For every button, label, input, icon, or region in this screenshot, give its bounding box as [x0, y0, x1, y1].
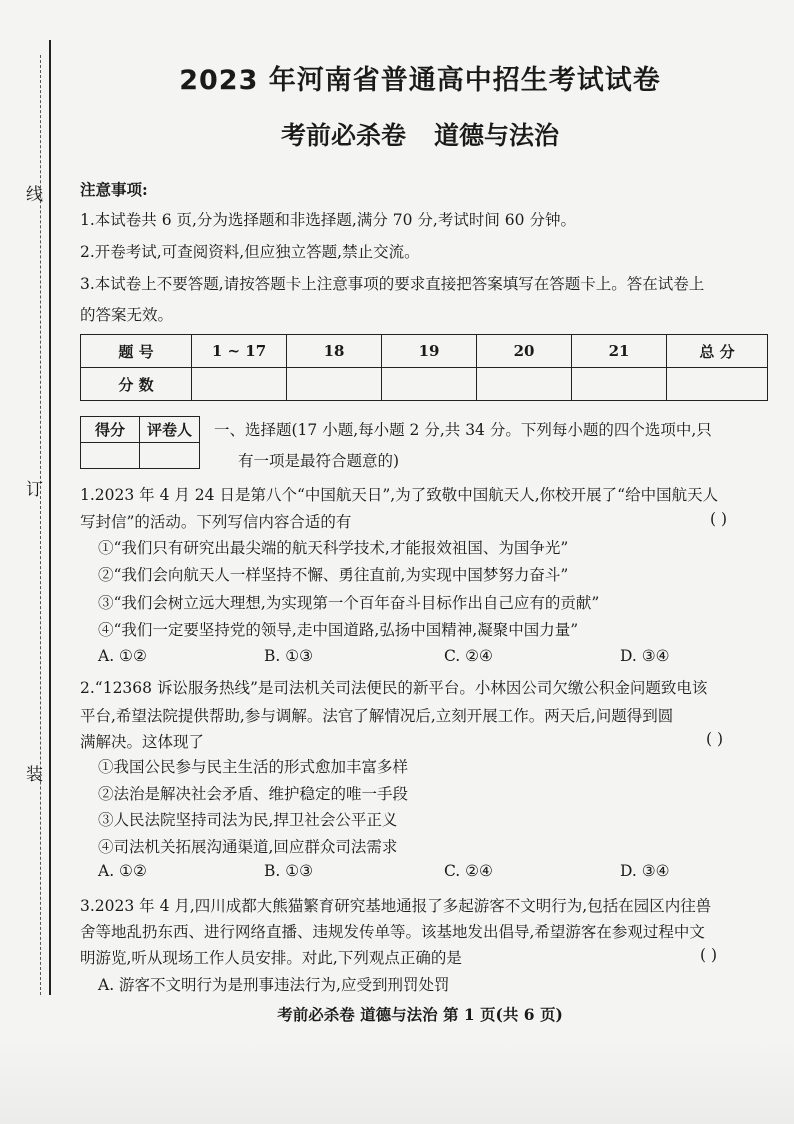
grader-reviewer-cell[interactable] [140, 443, 200, 469]
score-cell[interactable] [287, 368, 382, 401]
answer-paren: ( ) [706, 730, 724, 748]
question-2-item: ②法治是解决社会矛盾、维护稳定的唯一手段 [98, 785, 409, 803]
binding-char-bind: 装 [26, 765, 43, 785]
score-header-cell: 20 [477, 335, 572, 368]
question-3-stem: 3.2023 年 4 月,四川成都大熊猫繁育研究基地通报了多起游客不文明行为,包括在园区内往兽 [80, 897, 712, 915]
question-2-stem: 满解决。这体现了 [80, 733, 205, 751]
question-1-item: ③“我们会树立远大理想,为实现第一个百年奋斗目标作出自己应有的贡献” [98, 594, 600, 612]
question-1-item: ①“我们只有研究出最尖端的航天科学技术,才能报效祖国、为国争光” [98, 539, 569, 557]
option-c[interactable]: C. ②④ [444, 647, 493, 665]
question-1-item: ②“我们会向航天人一样坚持不懈、勇往直前,为实现中国梦努力奋斗” [98, 566, 569, 584]
notice-item: 1.本试卷共 6 页,分为选择题和非选择题,满分 70 分,考试时间 60 分钟。 [80, 211, 576, 229]
score-header-cell: 题 号 [81, 335, 192, 368]
grader-box [80, 416, 200, 469]
grader-reviewer-label: 评卷人 [140, 417, 200, 443]
question-3-stem: 明游览,听从现场工作人员安排。对此,下列观点正确的是 [80, 949, 462, 967]
notice-heading: 注意事项: [80, 180, 148, 199]
notice-item: 的答案无效。 [80, 306, 174, 324]
page-footer: 考前必杀卷 道德与法治 第 1 页(共 6 页) [277, 1005, 563, 1024]
section-heading: 一、选择题(17 小题,每小题 2 分,共 34 分。下列每小题的四个选项中,只 [214, 421, 712, 439]
option-d[interactable]: D. ③④ [620, 647, 670, 665]
option-c[interactable]: C. ②④ [444, 862, 493, 880]
exam-subtitle [60, 116, 780, 152]
binding-margin [6, 55, 48, 995]
score-value-row [81, 368, 768, 401]
score-header-cell: 21 [572, 335, 667, 368]
binding-char-line: 线 [26, 185, 43, 205]
question-1-item: ④“我们一定要坚持党的领导,走中国道路,弘扬中国精神,凝聚中国力量” [98, 621, 579, 639]
notice-item: 3.本试卷上不要答题,请按答题卡上注意事项的要求直接把答案填写在答题卡上。答在试卷上 [80, 275, 705, 293]
score-header-row [81, 335, 768, 368]
score-cell[interactable] [667, 368, 768, 401]
question-2-item: ①我国公民参与民主生活的形式愈加丰富多样 [98, 758, 409, 776]
exam-title: 2023 年河南省普通高中招生考试试卷 [179, 65, 661, 96]
score-cell[interactable] [477, 368, 572, 401]
question-2-item: ④司法机关拓展沟通渠道,回应群众司法需求 [98, 838, 398, 856]
notice-item: 2.开卷考试,可查阅资料,但应独立答题,禁止交流。 [80, 243, 420, 261]
question-2-item: ③人民法院坚持司法为民,捍卫社会公平正义 [98, 811, 398, 829]
option-b[interactable]: B. ①③ [264, 862, 314, 880]
option-b[interactable]: B. ①③ [264, 647, 314, 665]
option-a[interactable]: A. ①② [98, 862, 147, 880]
grader-score-label: 得分 [81, 417, 140, 443]
question-1-stem: 写封信”的活动。下列写信内容合适的有 [80, 513, 352, 531]
score-header-cell: 总 分 [667, 335, 768, 368]
option-d[interactable]: D. ③④ [620, 862, 670, 880]
score-cell[interactable] [192, 368, 287, 401]
option-a[interactable]: A. ①② [98, 647, 147, 665]
option-a[interactable]: A. 游客不文明行为是刑事违法行为,应受到刑罚处罚 [98, 976, 450, 994]
score-header-cell: 1 ~ 17 [192, 335, 287, 368]
subtitle-left: 考前必杀卷 [280, 121, 406, 150]
score-table [80, 334, 768, 401]
score-row-label: 分 数 [81, 368, 192, 401]
margin-rule [49, 40, 51, 995]
grader-score-cell[interactable] [81, 443, 140, 469]
page-bottom-margin [0, 1040, 794, 1124]
section-heading-cont: 有一项是最符合题意的) [238, 452, 400, 470]
question-2-stem: 2.“12368 诉讼服务热线”是司法机关司法便民的新平台。小林因公司欠缴公积金问题致电该 [80, 679, 708, 697]
score-cell[interactable] [572, 368, 667, 401]
question-3-stem: 舍等地乱扔东西、进行网络直播、违规发传单等。该基地发出倡导,希望游客在参观过程中文 [80, 923, 705, 941]
score-cell[interactable] [382, 368, 477, 401]
answer-paren: ( ) [700, 946, 718, 964]
answer-paren: ( ) [710, 510, 728, 528]
binding-char-order: 订 [26, 480, 43, 500]
question-1-stem: 1.2023 年 4 月 24 日是第八个“中国航天日”,为了致敬中国航天人,你校开展了“给中国航天人 [80, 486, 719, 504]
score-header-cell: 18 [287, 335, 382, 368]
question-2-stem: 平台,希望法院提供帮助,参与调解。法官了解情况后,立刻开展工作。两天后,问题得到圆 [80, 707, 674, 725]
score-header-cell: 19 [382, 335, 477, 368]
subtitle-right: 道德与法治 [434, 121, 560, 150]
